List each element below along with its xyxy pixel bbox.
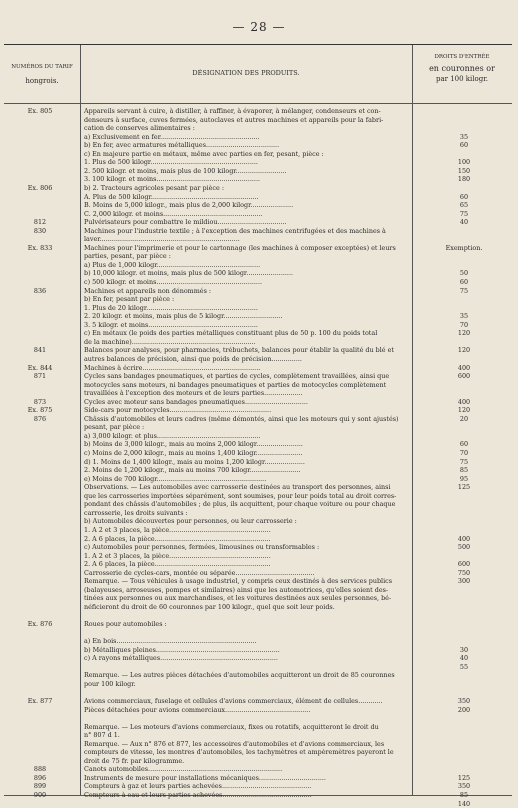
table-row: [4, 509, 512, 517]
table-row: [4, 278, 512, 286]
product-designation: 1. A 2 et 3 places, la pièce..................................................: [84, 525, 271, 534]
tariff-number: Ex. 805: [27, 107, 53, 115]
page-number: — 28 —: [232, 20, 286, 34]
header-divider: [4, 103, 512, 104]
duty-rate: 65: [459, 201, 469, 210]
product-designation: Remarque. — Aux n° 876 et 877, les accessoires d'automobiles et d'avions commerciaux, les: [84, 739, 385, 748]
product-designation: motocycles sans moteurs, ni bandages pneumatiques et parties de motocycles complètement: [84, 380, 387, 389]
product-designation: 1. A 2 et 3 places, la pièce..................................................: [84, 551, 271, 560]
table-row: [4, 697, 512, 705]
duty-rate: 150: [457, 166, 471, 175]
duty-rate: 40: [459, 654, 469, 663]
duty-rate: 75: [459, 209, 469, 218]
table-row: [4, 535, 512, 543]
duty-rate: 350: [457, 696, 471, 705]
tariff-number: 830: [33, 226, 47, 235]
table-row: [4, 714, 512, 722]
tariff-number: 896: [33, 773, 47, 782]
tariff-number: Ex. 833: [27, 243, 53, 252]
tariff-table: [4, 44, 512, 808]
duty-rate: 30: [459, 645, 469, 654]
product-designation: a) Plus de 1,000 kilogr...................................................: [84, 260, 261, 269]
product-designation: B. Moins de 5,000 kilogr., mais plus de 2,000 kilogr.....................: [84, 201, 294, 210]
duty-rate: 35: [459, 132, 469, 141]
product-designation: carrosserie, les droits suivants :: [84, 508, 188, 517]
table-row: [4, 646, 512, 654]
table-row: [4, 406, 512, 414]
product-designation: c) En majeure partie en métaux, même avec parties en fer, pesant, pièce :: [84, 149, 324, 158]
product-designation: denseurs à surface, cuves fermées, autoclaves et autres machines et appareils pour la fabri-: [84, 115, 384, 124]
product-designation: pesant, par pièce :: [84, 423, 145, 432]
product-designation: a) Exclusivement en fer.................................................: [84, 132, 260, 141]
product-designation: Remarque. — Tous véhicules à usage industriel, y compris ceux destinés à des services publics: [84, 577, 392, 586]
product-designation: 2. 20 kilogr. et moins, mais plus de 5 kilogr.............................: [84, 312, 283, 321]
product-designation: b) 2. Tracteurs agricoles pesant par pièce :: [84, 183, 224, 192]
duty-rate: 50: [459, 269, 469, 278]
header-tariff-numbers: [4, 63, 80, 85]
tariff-number: 873: [33, 397, 47, 406]
table-row: [4, 569, 512, 577]
product-designation: 1. Plus de 500 kilogr.....................................................: [84, 158, 258, 167]
product-designation: laver.....................................................................: [84, 235, 240, 244]
product-designation: parties, pesant, par pièce :: [84, 252, 171, 261]
table-row: [4, 389, 512, 397]
table-row: [4, 107, 512, 115]
table-row: [4, 671, 512, 679]
table-row: [4, 372, 512, 380]
table-row: [4, 552, 512, 560]
table-row: [4, 483, 512, 491]
table-row: [4, 517, 512, 525]
table-row: [4, 748, 512, 756]
table-row: [4, 218, 512, 226]
table-row: [4, 637, 512, 645]
product-designation: b) Moins de 3,000 kilogr., mais au moins 2,000 kilogr.......................: [84, 440, 303, 449]
table-row: [4, 765, 512, 773]
table-row: [4, 133, 512, 141]
table-row: [4, 543, 512, 551]
table-row: [4, 269, 512, 277]
table-row: [4, 364, 512, 372]
table-row: [4, 124, 512, 132]
table-row: [4, 492, 512, 500]
duty-rate: 400: [457, 397, 471, 406]
tariff-number: 900: [33, 791, 47, 799]
product-designation: tinées aux personnes ou aux marchandises, et les voitures destinées aux seules personnes, bé-: [84, 594, 392, 603]
header-tariff-line: hongrois.: [25, 77, 59, 85]
table-row: [4, 210, 512, 218]
table-row: [4, 167, 512, 175]
table-row: [4, 235, 512, 243]
header-designation: DÉSIGNATION DES PRODUITS.: [192, 69, 300, 77]
table-row: [4, 116, 512, 124]
product-designation: Compteurs à gaz et leurs parties achevées............................................: [84, 782, 312, 791]
duty-rate: 60: [459, 440, 469, 449]
table-row: [4, 312, 512, 320]
tariff-number: 836: [33, 286, 47, 295]
tariff-number: 871: [33, 372, 47, 381]
product-designation: Observations. — Les automobiles avec carrosserie destinées au transport des personnes, ainsi: [84, 483, 391, 492]
table-row: [4, 338, 512, 346]
table-row: [4, 577, 512, 585]
table-row: [4, 594, 512, 602]
tariff-number: Ex. 877: [27, 696, 53, 705]
product-designation: a) En bois.....................................................................: [84, 637, 257, 646]
product-designation: c) Moins de 2,000 kilogr., mais au moins 1,400 kilogr.......................: [84, 449, 303, 457]
table-row: [4, 723, 512, 731]
duty-rate: Exemption.: [445, 243, 483, 252]
product-designation: 3. 100 kilogr. et moins...................................................: [84, 175, 261, 184]
table-row: [4, 329, 512, 337]
duty-rate: 600: [457, 560, 471, 569]
product-designation: b) 10,000 kilogr. et moins, mais plus de 500 kilogr.......................: [84, 269, 294, 278]
duty-rate: 350: [457, 782, 471, 791]
table-row: [4, 740, 512, 748]
product-designation: Remarque. — Les autres pièces détachées d'automobiles acquitteront un droit de 85 couronnes: [84, 671, 395, 680]
duty-rate: 120: [457, 329, 471, 338]
table-row: [4, 423, 512, 431]
product-designation: 2. A 6 places, la pièce.........................................................: [84, 534, 271, 543]
duty-rate: 200: [457, 705, 471, 714]
table-row: [4, 449, 512, 457]
duty-rate: 60: [459, 141, 469, 150]
product-designation: b) Métalliques pleines.............................................................: [84, 645, 280, 654]
duty-rate: 600: [457, 372, 471, 381]
product-designation: Balances pour analyses, pour pharmacies, trébuchets, balances pour établir la qualité du blé et: [84, 346, 394, 355]
table-row: [4, 466, 512, 474]
table-row: [4, 731, 512, 739]
table-row: [4, 398, 512, 406]
product-designation: compteurs de vitesse, les montres d'automobiles, les tachymètres et ampèremètres payeront le: [84, 748, 394, 757]
duty-rate: 85: [459, 791, 469, 799]
product-designation: Roues pour automobiles :: [84, 620, 167, 628]
product-designation: pour 100 kilogr.: [84, 679, 136, 688]
product-designation: b) En fer, avec armatures métalliques....................................: [84, 141, 280, 150]
product-designation: cation de conserves alimentaires :: [84, 124, 195, 133]
product-designation: (balayeuses, arroseuses, pompes et similaires) ainsi que les automotrices, qu'elles soient des-: [84, 585, 389, 594]
product-designation: Side-cars pour motocycles..................................................: [84, 406, 272, 415]
product-designation: e) Moins de 700 kilogr......................................................: [84, 474, 267, 483]
duty-rate: 400: [457, 363, 471, 372]
product-designation: de la machine).............................................................: [84, 337, 256, 346]
product-designation: 2. 500 kilogr. et moins, mais plus de 100 kilogr.........................: [84, 166, 287, 175]
tariff-number: 888: [33, 765, 47, 774]
product-designation: Cycles avec moteur sans bandages pneumatiques...............................: [84, 397, 308, 406]
duty-rate: 125: [457, 483, 471, 492]
duty-rate: 70: [459, 320, 469, 329]
tariff-number: 899: [33, 782, 47, 791]
duty-rate: 75: [459, 457, 469, 466]
duty-rate: 85: [459, 466, 469, 475]
duty-rate: 100: [457, 158, 471, 167]
table-row: [4, 304, 512, 312]
table-row: [4, 261, 512, 269]
table-row: [4, 782, 512, 790]
table-row: [4, 706, 512, 714]
product-designation: c) Automobiles pour personnes, fermées, limousines ou transformables :: [84, 543, 320, 552]
table-row: [4, 791, 512, 799]
table-row: [4, 381, 512, 389]
table-row: [4, 688, 512, 696]
tariff-number: Ex. 875: [27, 406, 53, 415]
table-row: [4, 458, 512, 466]
tariff-number: 841: [33, 346, 47, 355]
product-designation: a) 3,000 kilogr. et plus...................................................: [84, 431, 261, 440]
table-row: [4, 611, 512, 619]
table-row: [4, 500, 512, 508]
duty-rate: 125: [457, 773, 471, 782]
duty-rate: 60: [459, 192, 469, 201]
duty-rate: 40: [459, 218, 469, 227]
product-designation: Canots automobiles..................................................................: [84, 765, 283, 774]
duty-rate: 140: [457, 799, 471, 808]
product-designation: Machines et appareils non dénommés :: [84, 286, 212, 295]
product-designation: Châssis d'automobiles et leurs cadres (même démontés, ainsi que les moteurs qui y sont ajustés): [84, 414, 399, 423]
table-row: [4, 158, 512, 166]
duty-rate: 180: [457, 175, 471, 184]
table-row: [4, 150, 512, 158]
product-designation: b) En fer, pesant par pièce :: [84, 295, 175, 304]
table-row: [4, 346, 512, 354]
header-duties-line: en couronnes or: [429, 64, 495, 73]
table-row: [4, 654, 512, 662]
table-row: [4, 680, 512, 688]
duty-rate: 500: [457, 543, 471, 552]
product-designation: droit de 75 fr. par kilogramme.: [84, 756, 185, 765]
table-row: [4, 629, 512, 637]
duty-rate: 120: [457, 346, 471, 355]
table-row: [4, 184, 512, 192]
tariff-number: 876: [33, 414, 47, 423]
product-designation: c) En métaux (le poids des parties métalliques constituant plus de 50 p. 100 du poids total: [84, 329, 378, 338]
duty-rate: 300: [457, 577, 471, 586]
table-row: [4, 287, 512, 295]
duty-rate: 20: [459, 414, 469, 423]
table-row: [4, 620, 512, 628]
product-designation: C. 2,000 kilogr. et moins.................................................: [84, 209, 263, 218]
table-row: [4, 475, 512, 483]
table-row: [4, 295, 512, 303]
product-designation: d) 1. Moins de 1,400 kilogr., mais au moins 1,200 kilogr....................: [84, 457, 305, 466]
table-row: [4, 526, 512, 534]
duty-rate: 400: [457, 534, 471, 543]
table-row: [4, 800, 512, 808]
product-designation: Appareils servant à cuire, à distiller, à raffiner, à évaporer, à mélanger, condenseurs et con-: [84, 107, 381, 115]
duty-rate: 750: [457, 568, 471, 577]
product-designation: 3. 5 kilogr. et moins......................................................: [84, 320, 258, 329]
product-designation: néficieront du droit de 60 couronnes par 100 kilogr., quel que soit leur poids.: [84, 602, 335, 611]
duty-rate: 60: [459, 278, 469, 286]
product-designation: Avions commerciaux, fuselage et cellules d'avions commerciaux, élément de cellules............: [84, 696, 383, 705]
table-row: [4, 603, 512, 611]
product-designation: Pulvérisateurs pour combattre le mildiou..................................: [84, 218, 287, 227]
duty-rate: 70: [459, 449, 469, 457]
header-tariff-line: NUMÉROS DU TARIF: [11, 64, 73, 70]
tariff-number: Ex. 806: [27, 183, 53, 192]
product-designation: Compteurs à eau et leurs parties achevées............................................: [84, 791, 312, 799]
table-row: [4, 440, 512, 448]
table-row: [4, 141, 512, 149]
product-designation: Instruments de mesure pour installations mécaniques.................................: [84, 773, 326, 782]
duty-rate: 120: [457, 406, 471, 415]
tariff-number: 812: [33, 218, 47, 227]
header-duties-line: par 100 kilogr.: [435, 75, 489, 83]
tariff-number: Ex. 876: [27, 620, 53, 628]
table-row: [4, 252, 512, 260]
table-row: [4, 560, 512, 568]
product-designation: n° 807 d 1.: [84, 731, 120, 740]
table-row: [4, 175, 512, 183]
table-row: [4, 586, 512, 594]
duty-rate: 35: [459, 312, 469, 321]
table-row: [4, 193, 512, 201]
product-designation: c) A rayons métalliques..........................................................: [84, 654, 278, 663]
product-designation: b) Automobiles découvertes pour personnes, ou leur carrosserie :: [84, 517, 297, 526]
product-designation: Machines pour l'imprimerie et pour le cartonnage (les machines à composer exceptées) et leurs: [84, 243, 396, 252]
tariff-number: Ex. 844: [27, 363, 53, 372]
table-row: [4, 321, 512, 329]
table-row: [4, 355, 512, 363]
table-row: [4, 757, 512, 765]
product-designation: 2. A 6 places, la pièce.........................................................: [84, 560, 271, 569]
product-designation: autres balances de précision, ainsi que poids de précision...............: [84, 354, 302, 363]
product-designation: travaillées à l'exception des moteurs et de leurs parties...................: [84, 389, 303, 398]
product-designation: Machines à écrire..........................................................: [84, 363, 261, 372]
product-designation: que les carrosseries importées séparément, sont soumises, pour leur poids total au droit corres-: [84, 491, 397, 500]
table-row: [4, 415, 512, 423]
product-designation: pondant des châssis d'automobiles ; de plus, ils acquittent, pour chaque voiture ou pour chaque: [84, 500, 396, 509]
table-row: [4, 244, 512, 252]
table-row: [4, 774, 512, 782]
duty-rate: 75: [459, 286, 469, 295]
product-designation: Pièces détachées pour avions commerciaux..........................................: [84, 705, 311, 714]
product-designation: c) 500 kilogr. et moins....................................................: [84, 278, 263, 286]
duty-rate: 55: [459, 662, 469, 671]
product-designation: 1. Plus de 20 kilogr.......................................................: [84, 303, 258, 312]
header-duties: [412, 53, 512, 83]
table-row: [4, 201, 512, 209]
table-row: [4, 432, 512, 440]
product-designation: A. Plus de 500 kilogr.....................................................: [84, 192, 259, 201]
header-duties-line: DROITS D'ENTRÉE: [434, 54, 490, 60]
table-row: [4, 663, 512, 671]
product-designation: 2. Moins de 1,200 kilogr., mais au moins 700 kilogr.........................: [84, 466, 301, 475]
product-designation: Cycles sans bandages pneumatiques, et parties de cycles, complètement travaillées, ainsi que: [84, 372, 390, 381]
table-row: [4, 227, 512, 235]
product-designation: Carrosserie de cycles-cars, montée ou séparée.......................................: [84, 568, 315, 577]
product-designation: Remarque. — Les moteurs d'avions commerciaux, fixes ou rotatifs, acquitteront le droit du: [84, 722, 379, 731]
duty-rate: 95: [459, 474, 469, 483]
product-designation: Machines pour l'industrie textile ; à l'exception des machines centrifugées et des machines à: [84, 226, 386, 235]
